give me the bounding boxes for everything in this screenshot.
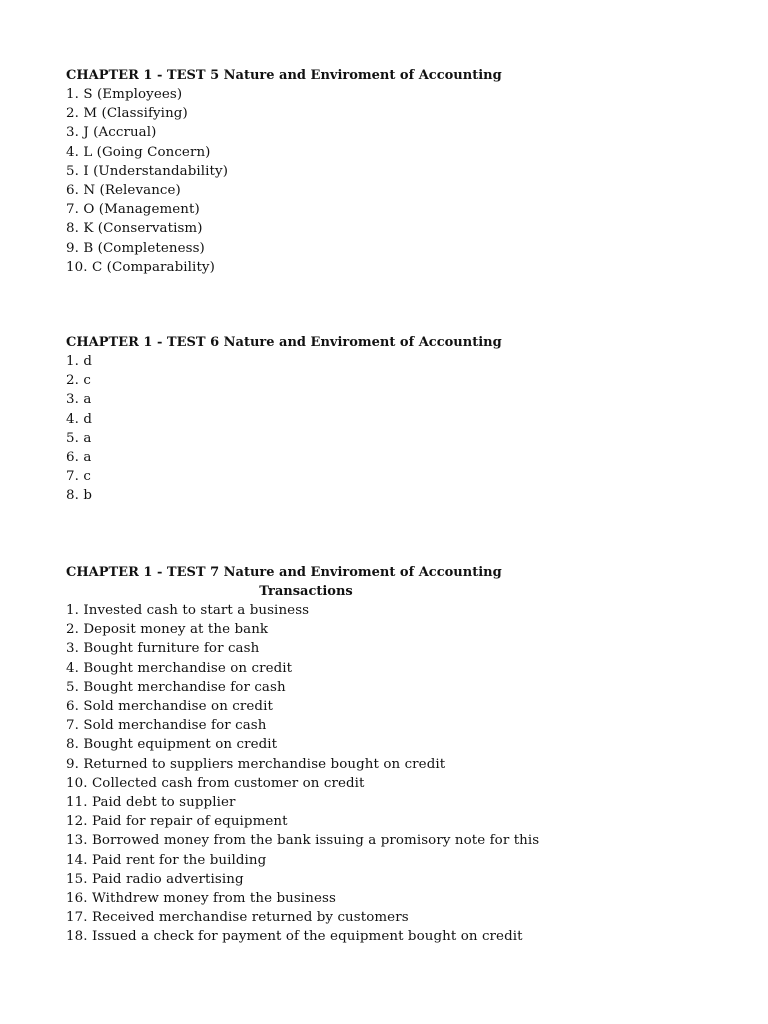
list-item: 10. Collected cash from customer on credit [66, 775, 365, 791]
test7-transaction-list [66, 601, 626, 947]
list-item: 4. Bought merchandise on credit [66, 660, 293, 676]
test7-heading: CHAPTER 1 - TEST 7 Nature and Enviroment of Accounting [66, 565, 502, 580]
list-item: 9. B (Completeness) [66, 240, 205, 256]
list-item: 8. b [66, 488, 93, 504]
list-item: 6. Sold merchandise on credit [66, 699, 273, 715]
list-item: 3. J (Accrual) [66, 125, 157, 141]
list-item: 14. Paid rent for the building [66, 852, 267, 868]
list-item: 11. Paid debt to supplier [66, 795, 236, 811]
test5-heading: CHAPTER 1 - TEST 5 Nature and Enviroment of Accounting [66, 68, 502, 83]
list-item: 6. N (Relevance) [66, 183, 181, 199]
list-item: 4. L (Going Concern) [66, 144, 211, 160]
list-item: 1. S (Employees) [66, 87, 183, 102]
list-item: 1. d [66, 354, 93, 369]
list-item: 5. I (Understandability) [66, 163, 229, 179]
list-item: 16. Withdrew money from the business [66, 891, 336, 907]
list-item: 18. Issued a check for payment of the equipment bought on credit [66, 929, 523, 945]
list-item: 7. Sold merchandise for cash [66, 718, 267, 734]
list-item: 17. Received merchandise returned by customers [66, 910, 409, 926]
list-item: 12. Paid for repair of equipment [66, 814, 288, 830]
list-item: 4. d [66, 411, 93, 427]
list-item: 5. a [66, 430, 92, 446]
test6-section [66, 333, 626, 506]
test7-subheading: Transactions [259, 584, 353, 599]
list-item: 9. Returned to suppliers merchandise bought on credit [66, 756, 446, 772]
list-item: 7. c [66, 469, 91, 485]
list-item: 2. M (Classifying) [66, 106, 188, 122]
test5-section [66, 66, 626, 277]
list-item: 1. Invested cash to start a business [66, 603, 310, 618]
list-item: 3. a [66, 392, 92, 408]
list-item: 13. Borrowed money from the bank issuing a promisory note for this [66, 833, 540, 849]
test7-section [66, 563, 626, 947]
list-item: 15. Paid radio advertising [66, 871, 244, 887]
list-item: 2. c [66, 373, 91, 389]
list-item: 7. O (Management) [66, 202, 200, 218]
test5-answer-list [66, 85, 626, 277]
list-item: 8. Bought equipment on credit [66, 737, 278, 753]
list-item: 5. Bought merchandise for cash [66, 679, 286, 695]
list-item: 8. K (Conservatism) [66, 221, 203, 237]
list-item: 6. a [66, 450, 92, 466]
list-item: 10. C (Comparability) [66, 259, 215, 275]
test6-heading: CHAPTER 1 - TEST 6 Nature and Enviroment of Accounting [66, 335, 502, 350]
list-item: 3. Bought furniture for cash [66, 641, 260, 657]
test6-answer-list [66, 352, 626, 506]
list-item: 2. Deposit money at the bank [66, 622, 269, 638]
